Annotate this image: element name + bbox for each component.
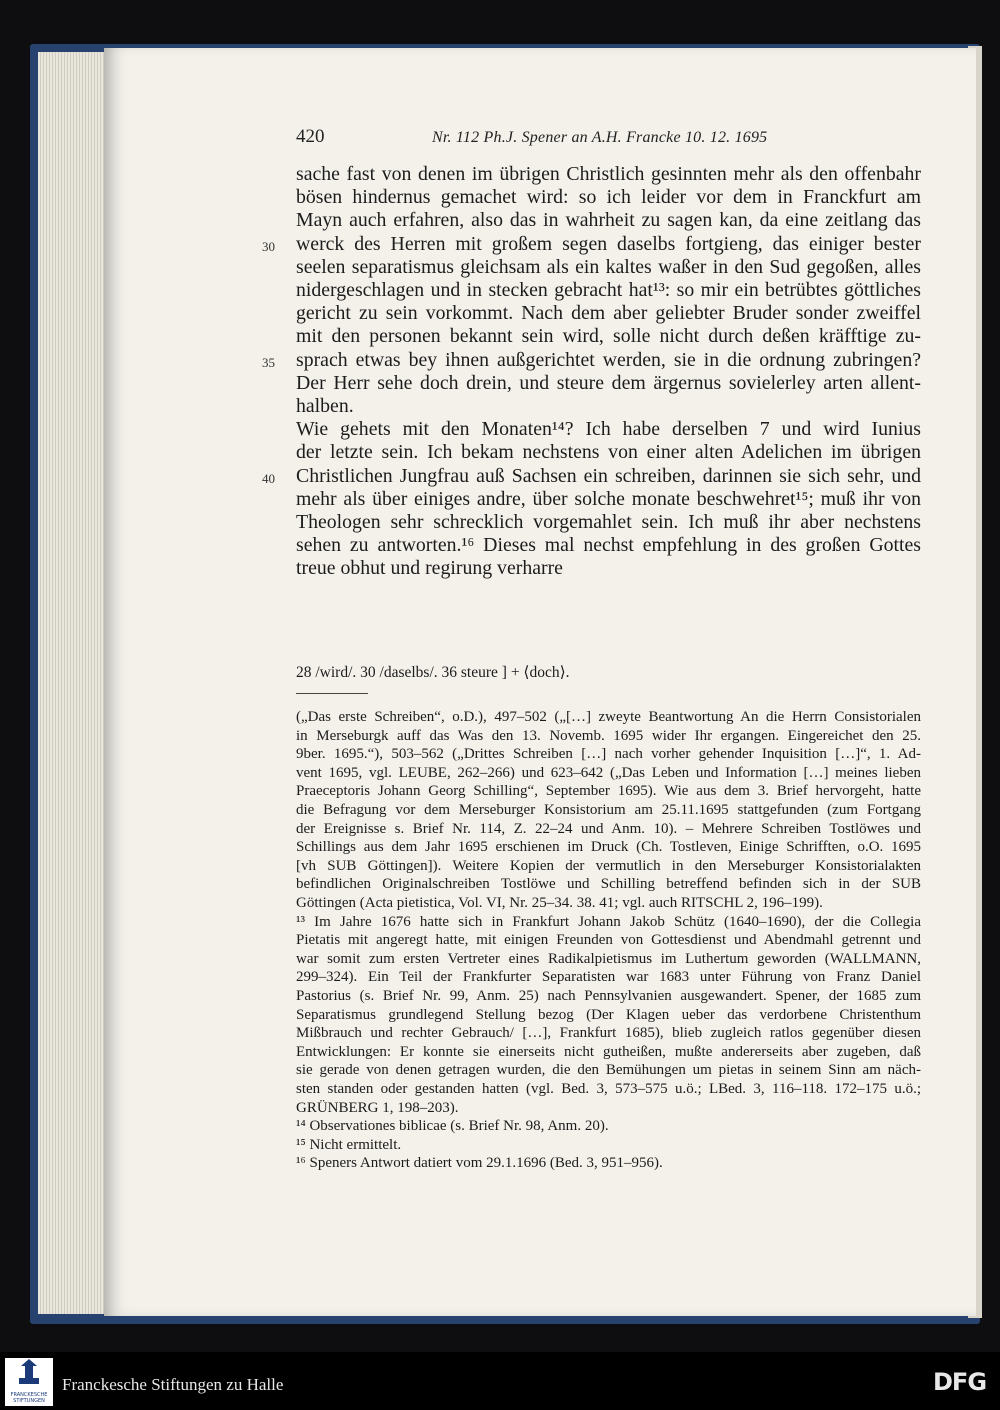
footnote-line: Pietatis mit angeregt hatte, mit einigen Freunden von Gottesdienst und Abendmahl getrennt und	[296, 932, 921, 949]
footnote-rule	[296, 693, 368, 694]
footnote-line: ¹⁵ Nicht ermittelt.	[296, 1136, 402, 1153]
footnote-line: war somit zum ersten Vertreter eines Radikalpietismus im Luthertum geworden (WALLMANN,	[296, 950, 921, 967]
page-number: 420	[296, 126, 325, 147]
text-line: mehr als über einiges andre, über solche monate beschwehret¹⁵; muß ihr von	[296, 487, 921, 510]
text-line: Der Herr sehe doch drein, und steure dem ärgernus sovielerley arten allent-	[296, 371, 921, 394]
text-line: nidergeschlagen und in stecken gebracht hat¹³: so mir ein betrübtes göttliches	[296, 279, 921, 301]
text-line: seelen separatismus gleichsam als ein kaltes waßer in den Sud gegoßen, alles	[296, 255, 921, 278]
logo-text: FRANCKESCHE STIFTUNGEN	[10, 1392, 48, 1404]
footnote-line: („Das erste Schreiben“, o.D.), 497–502 („[…] zweyte Beantwortung An die Herrn Consistorialen	[296, 709, 921, 725]
line-number: 40	[262, 470, 275, 486]
text-line: Mayn auch erfahren, also das in wahrheit zu sagen kan, da eine zeitlang das	[296, 209, 921, 232]
text-line: sache fast von denen im übrigen Christlich gesinnten mehr als den offenbahr	[296, 163, 921, 185]
footnote-line: 299–324). Ein Teil der Frankfurter Separatisten war 1683 unter Führung von Franz Daniel	[296, 969, 921, 986]
line-number: 35	[262, 354, 275, 370]
text-line: sehen zu antworten.¹⁶ Dieses mal nechst empfehlung in des großen Gottes	[296, 534, 921, 557]
footnote-line: [vh SUB Göttingen]). Weitere Kopien der vermutlich in den Merseburger Konsistorialakten	[296, 857, 921, 874]
footnote-line: befindlichen Originalschreiben Tostlöwe und Schilling betreffend befinden sich in der SUB	[296, 876, 921, 893]
text-line: werck des Herren mit großem segen daselbs fortgieng, das einiger bester	[296, 232, 921, 255]
text-line: Wie gehets mit den Monaten¹⁴? Ich habe derselben 7 und wird Iunius	[296, 418, 921, 441]
critical-apparatus: 28 /wird/. 30 /daselbs/. 36 steure ] + ⟨doch⟩.	[296, 664, 570, 681]
footnote-line: sten standen oder gestanden hatten (vgl. Bed. 3, 573–575 u.ö.; LBed. 3, 116–118. 172–175 u.ö.;	[296, 1081, 921, 1097]
text-line: bösen hindernus gemachet wird: so ich leider vor dem in Franckfurt am	[296, 186, 921, 209]
footnote-line: 9ber. 1695.“), 503–562 („Drittes Schreiben […] nach vorher gehender Inquisition […]“, 1. Ad-	[296, 746, 921, 763]
footnote-line: Pastorius (s. Brief Nr. 99, Anm. 25) nach Pennsylvanien ausgewandert. Spener, der 1685 zum	[296, 988, 921, 1004]
running-title: Nr. 112 Ph.J. Spener an A.H. Francke 10. 12. 1695	[432, 129, 768, 146]
text-line: sprach etwas bey ihnen außgerichtet werden, sie in die ordnung zubringen?	[296, 348, 921, 371]
footnote-line: Mißbrauch und rechter Gebrauch/ […], Frankfurt 1685), blieb zugleich ratlos gegenüber diesen	[296, 1025, 921, 1042]
franckesche-logo-icon[interactable]	[5, 1358, 53, 1406]
footnote-line: Entwicklungen: Er konnte sie einerseits nicht gutheißen, mußte andererseits aber zugeben, daß	[296, 1043, 921, 1060]
footnote-line: in Merseburgk auff das Was den 13. Novemb. 1695 wider Ihr ergangen. Eingereichet den 25.	[296, 727, 921, 744]
footnote-line: Göttingen (Acta pietistica, Vol. VI, Nr. 25–34. 38. 41; vgl. auch RITSCHL 2, 196–199).	[296, 895, 823, 911]
dfg-logo[interactable]: DFG	[933, 1368, 987, 1396]
text-line: Theologen sehr schrecklich vorgemahlet sein. Ich muß ihr aber nechstens	[296, 511, 921, 533]
institution-name: Franckesche Stiftungen zu Halle	[62, 1375, 284, 1394]
text-line: der letzte sein. Ich bekam nechstens von einer alten Adelichen im übrigen	[296, 441, 921, 464]
text-line: mit den personen bekannt sein wird, solle nicht durch deßen kräfftige zu-	[296, 325, 921, 348]
footnote-line: die Befragung vor dem Merseburger Konsistorium am 25.11.1695 stattgefunden (zum Fortgang	[296, 802, 921, 818]
text-line: halben.	[296, 395, 354, 417]
text-line: treue obhut und regirung verharre	[296, 557, 563, 580]
footnote-line: vent 1695, vgl. LEUBE, 262–266) und 623–642 („Das Leben und Information […] meines lieben	[296, 764, 921, 781]
footnote-line: ¹⁶ Speners Antwort datiert vom 29.1.1696 (Bed. 3, 951–956).	[296, 1155, 663, 1172]
footnote-line: Schillings aus dem Jahr 1695 erschienen im Druck (Ch. Tostleven, Einige Schrifften, o.O. 1695	[296, 839, 921, 856]
footnote-line: sie gerade von denen getragen wurden, die den Bemühungen um pietas in seinem Sinn am näch-	[296, 1062, 921, 1079]
footnote-line: ¹³ Im Jahre 1676 hatte sich in Frankfurt Johann Jakob Schütz (1640–1690), der die Collegia	[296, 913, 921, 930]
footnote-line: Praeceptoris Johann Georg Schilling“, September 1695). Wie aus dem 3. Brief hervorgeht, hatte	[296, 783, 921, 800]
footnote-line: GRÜNBERG 1, 198–203).	[296, 1099, 459, 1116]
footnote-line: der Ereignisse s. Brief Nr. 114, Z. 22–24 und Anm. 10). – Mehrere Schreiben Tostlöwes und	[296, 820, 921, 837]
line-number: 30	[262, 238, 275, 254]
footnote-line: ¹⁴ Observationes biblicae (s. Brief Nr. 98, Anm. 20).	[296, 1118, 609, 1135]
text-line: Christlichen Jungfrau auß Sachsen ein schreiben, darinnen sie sich sehr, und	[296, 464, 921, 487]
text-line: gericht zu sein vorkommt. Nach dem aber geliebter Bruder sonder zweiffel	[296, 302, 921, 325]
page-edges	[38, 52, 108, 1314]
footnote-line: Separatismus grundlegend Stellung bezog (Der Klagen ueber das verdorbene Christenthum	[296, 1006, 921, 1023]
